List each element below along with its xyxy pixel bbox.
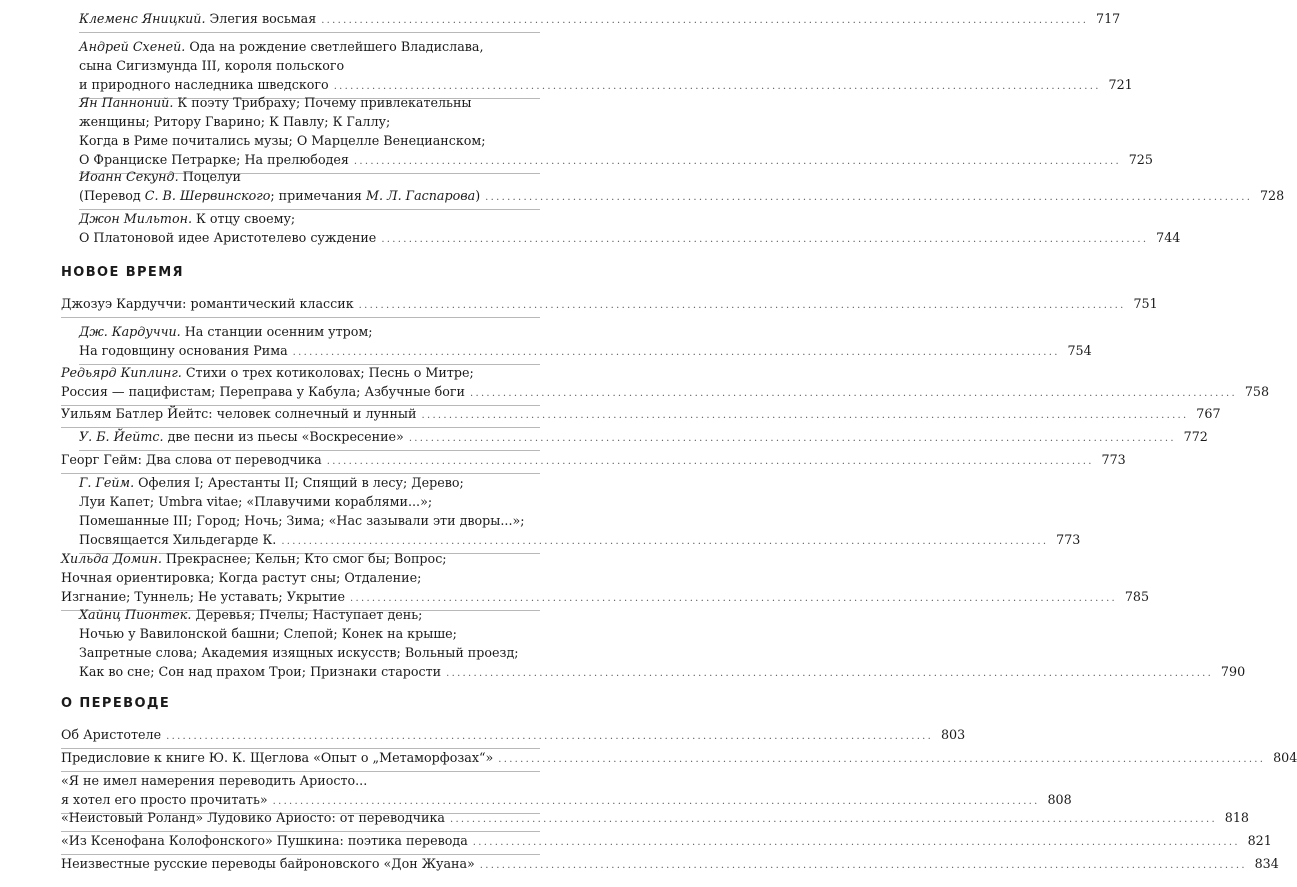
- toc-author: Хильда Домин.: [61, 551, 162, 566]
- toc-entry-line: [61, 363, 540, 382]
- toc-title: На станции осенним утром;: [180, 324, 373, 339]
- toc-entry-text: [61, 808, 445, 827]
- toc-entry[interactable]: [61, 404, 1221, 428]
- leader-dots: ............................................................................................................................................: [350, 593, 1118, 604]
- toc-entry-line: [61, 854, 1279, 873]
- toc-title: Стихи о трех котиколовах; Песнь о Митре;: [181, 365, 474, 380]
- toc-entry-line: [79, 322, 540, 341]
- toc-title: О Платоновой идее Аристотелево суждение: [79, 230, 377, 245]
- toc-entry-line: [79, 56, 540, 75]
- toc-entry-text: [79, 626, 457, 641]
- toc-title: Как во сне; Сон над прахом Трои; Признаки старости: [79, 664, 442, 679]
- toc-entry[interactable]: [79, 605, 1246, 685]
- toc-entry-line: [79, 209, 540, 228]
- toc-title: «Я не имел намерения переводить Ариосто...: [61, 773, 368, 788]
- section-heading-modern: НОВОЕ ВРЕМЯ: [61, 265, 184, 280]
- toc-entry-text: [79, 494, 432, 509]
- toc-entry-line: [79, 75, 1133, 94]
- toc-entry-text: [79, 228, 376, 247]
- toc-title: Помешанные III; Город; Ночь; Зима; «Нас зазывали эти дворы...»;: [79, 513, 525, 528]
- toc-title: я хотел его просто прочитать»: [61, 792, 268, 807]
- toc-author: Клеменс Яницкий.: [79, 11, 206, 26]
- page-number: 721: [1108, 77, 1133, 92]
- toc-entry[interactable]: [61, 831, 1272, 855]
- toc-title: Запретные слова; Академия изящных искусств; Вольный проезд;: [79, 645, 519, 660]
- toc-entry-text: [79, 114, 390, 129]
- toc-entry-line: [61, 725, 966, 744]
- toc-title: две песни из пьесы «Воскресение»: [163, 429, 404, 444]
- page-number: 808: [1047, 792, 1072, 807]
- toc-entry-line: [79, 511, 540, 530]
- toc-entry-line: [61, 790, 1072, 809]
- toc-title: «Из Ксенофана Колофонского» Пушкина: поэтика перевода: [61, 833, 468, 848]
- toc-title: Об Аристотеле: [61, 727, 162, 742]
- section-heading-translation: О ПЕРЕВОДЕ: [61, 696, 171, 711]
- toc-entry-text: [61, 365, 474, 380]
- toc-entry[interactable]: [61, 363, 1270, 406]
- toc-title: (Перевод: [79, 188, 145, 203]
- toc-entry-line: [61, 748, 1297, 767]
- toc-entry[interactable]: [79, 473, 1081, 554]
- toc-entry-text: [79, 133, 486, 148]
- toc-entry-text: [79, 427, 404, 446]
- toc-entry-text: [61, 294, 354, 313]
- toc-entry-line: [79, 186, 1285, 205]
- leader-dots: ............................................................................................................................................: [281, 536, 1049, 547]
- page-number: 772: [1183, 429, 1208, 444]
- toc-entry[interactable]: [79, 37, 1133, 99]
- toc-title: О Франциске Петрарке; На прелюбодея: [79, 152, 349, 167]
- toc-entry-text: [79, 475, 464, 490]
- toc-entry-line: [79, 228, 1181, 247]
- page-number: 751: [1133, 296, 1158, 311]
- toc-title: «Неистовый Роланд» Лудовико Ариосто: от переводчика: [61, 810, 445, 825]
- page-number: 804: [1273, 750, 1297, 765]
- leader-dots: ............................................................................................................................................: [485, 192, 1253, 203]
- toc-entry-text: [79, 324, 373, 339]
- toc-entry-line: [61, 404, 1221, 423]
- toc-entry-text: [61, 450, 322, 469]
- toc-entry-line: [79, 112, 540, 131]
- page-number: 767: [1196, 406, 1221, 421]
- toc-title: женщины; Ритору Гварино; К Павлу; К Галлу;: [79, 114, 391, 129]
- page-number: 754: [1067, 343, 1092, 358]
- toc-entry-text: [79, 645, 519, 660]
- toc-title: Ночью у Вавилонской башни; Слепой; Конек на крыше;: [79, 626, 457, 641]
- toc-title: Когда в Риме почитались музы; О Марцелле Венецианском;: [79, 133, 486, 148]
- toc-entry[interactable]: [61, 725, 966, 749]
- leader-dots: ............................................................................................................................................: [326, 456, 1094, 467]
- toc-entry-line: [79, 643, 540, 662]
- leader-dots: ............................................................................................................................................: [353, 156, 1121, 167]
- toc-entry[interactable]: [61, 808, 1249, 832]
- toc-title: Луи Капет; Umbra vitae; «Плавучими кораблями...»;: [79, 494, 433, 509]
- toc-entry-text: [79, 186, 480, 205]
- page-number: 773: [1056, 532, 1081, 547]
- leader-dots: ............................................................................................................................................: [272, 796, 1040, 807]
- toc-entry-text: [79, 169, 241, 184]
- leader-dots: ............................................................................................................................................: [449, 814, 1217, 825]
- toc-title: К поэту Трибраху; Почему привлекательны: [173, 95, 472, 110]
- toc-entry-text: [61, 773, 367, 788]
- toc-entry-text: [79, 95, 472, 110]
- toc-entry-line: [61, 382, 1270, 401]
- toc-entry-line: [79, 93, 540, 112]
- leader-dots: ............................................................................................................................................: [470, 388, 1238, 399]
- toc-entry-text: [61, 551, 447, 566]
- toc-entry-line: [61, 294, 1158, 313]
- toc-author: Хайнц Пионтек.: [79, 607, 192, 622]
- toc-entry[interactable]: [61, 748, 1297, 772]
- page-number: 803: [940, 727, 966, 742]
- toc-title: Офелия I; Арестанты II; Спящий в лесу; Дерево;: [134, 475, 464, 490]
- page-number: 834: [1254, 856, 1279, 871]
- toc-entry-line: [79, 131, 540, 150]
- toc-title: Ночная ориентировка; Когда растут сны; Отдаление;: [61, 570, 422, 585]
- toc-entry-line: [79, 341, 1092, 360]
- toc-entry-line: [79, 473, 540, 492]
- toc-entry[interactable]: [79, 322, 1092, 365]
- toc-entry[interactable]: [79, 209, 1181, 251]
- toc-entry-text: [79, 58, 344, 73]
- toc-author: Андрей Схеней.: [79, 39, 186, 54]
- page-number: 818: [1224, 810, 1249, 825]
- toc-entry-line: [61, 450, 1126, 469]
- toc-entry[interactable]: [79, 9, 1121, 33]
- leader-dots: ............................................................................................................................................: [479, 860, 1247, 871]
- leader-dots: ............................................................................................................................................: [408, 433, 1176, 444]
- page-number: 790: [1220, 664, 1246, 679]
- toc-title: Неизвестные русские переводы байроновского «Дон Жуана»: [61, 856, 475, 871]
- page-number: 717: [1096, 11, 1121, 26]
- leader-dots: ............................................................................................................................................: [166, 731, 934, 742]
- toc-entry-line: [79, 427, 1208, 446]
- leader-dots: ............................................................................................................................................: [381, 234, 1149, 245]
- toc-author: Г. Гейм.: [79, 475, 135, 490]
- toc-entry-text: [79, 9, 316, 28]
- toc-entry[interactable]: [79, 427, 1208, 451]
- toc-entry-line: [61, 831, 1272, 850]
- toc-entry-text: [79, 662, 441, 681]
- toc-title: Джозуэ Кардуччи: романтический классик: [61, 296, 354, 311]
- toc-author: Дж. Кардуччи.: [79, 324, 181, 339]
- leader-dots: ............................................................................................................................................: [421, 410, 1189, 421]
- toc-entry-text: [79, 607, 422, 622]
- toc-entry[interactable]: [79, 93, 1153, 174]
- toc-title: и природного наследника шведского: [79, 77, 329, 92]
- toc-entry-line: [61, 771, 540, 790]
- toc-entry-line: [79, 530, 1081, 549]
- toc-title: Прекраснее; Кельн; Кто смог бы; Вопрос;: [161, 551, 447, 566]
- toc-entry-line: [79, 492, 540, 511]
- toc-entry-text: [79, 530, 276, 549]
- toc-entry[interactable]: [61, 549, 1150, 611]
- toc-annotator: М. Л. Гаспарова: [365, 188, 476, 203]
- leader-dots: ............................................................................................................................................: [292, 347, 1060, 358]
- toc-entry-line: [61, 808, 1249, 827]
- toc-entry[interactable]: [61, 450, 1126, 474]
- toc-author: У. Б. Йейтс.: [79, 429, 164, 444]
- toc-entry-text: [61, 404, 416, 423]
- leader-dots: ............................................................................................................................................: [498, 754, 1266, 765]
- toc-entry[interactable]: [79, 167, 1285, 210]
- toc-entry-text: [61, 854, 475, 873]
- toc-entry-text: [79, 75, 329, 94]
- toc-author: Ян Панноний.: [79, 95, 174, 110]
- toc-entry-line: [79, 605, 540, 624]
- toc-title: Георг Гейм: Два слова от переводчика: [61, 452, 322, 467]
- leader-dots: ............................................................................................................................................: [472, 837, 1240, 848]
- toc-author: Редьярд Киплинг.: [61, 365, 182, 380]
- toc-entry[interactable]: [61, 294, 1158, 318]
- page-number: 821: [1247, 833, 1272, 848]
- page-number: 725: [1128, 152, 1153, 167]
- page-number: 773: [1101, 452, 1126, 467]
- toc-author: Джон Мильтон.: [79, 211, 192, 226]
- toc-title: К отцу своему;: [191, 211, 296, 226]
- toc-entry-line: [79, 37, 540, 56]
- toc-title: Ода на рождение светлейшего Владислава,: [185, 39, 484, 54]
- page-number: 758: [1244, 384, 1270, 399]
- toc-title-end: ): [475, 188, 481, 203]
- toc-entry[interactable]: [61, 854, 1279, 877]
- toc-entry-text: [61, 831, 468, 850]
- toc-title: На годовщину основания Рима: [79, 343, 288, 358]
- toc-entry-line: [79, 9, 1121, 28]
- toc-entry-text: [61, 570, 421, 585]
- toc-entry-line: [79, 167, 540, 186]
- toc-title: Россия — пацифистам; Переправа у Кабула; Азбучные боги: [61, 384, 465, 399]
- toc-entry-line: [61, 568, 540, 587]
- page-number: 744: [1156, 230, 1181, 245]
- toc-title: Посвящается Хильдегарде К.: [79, 532, 277, 547]
- toc-entry-text: [79, 513, 525, 528]
- toc-entry-text: [61, 725, 161, 744]
- toc-title: Поцелуи: [178, 169, 241, 184]
- leader-dots: ............................................................................................................................................: [446, 668, 1214, 679]
- toc-entry-text: [79, 341, 288, 360]
- toc-entry-text: [61, 748, 493, 767]
- toc-title-cont: ; примечания: [270, 188, 366, 203]
- toc-title: Изгнание; Туннель; Не уставать; Укрытие: [61, 589, 346, 604]
- toc-title: Предисловие к книге Ю. К. Щеглова «Опыт о „Метаморфозах“»: [61, 750, 494, 765]
- toc-translator: С. В. Шервинского: [144, 188, 271, 203]
- toc-entry-text: [79, 211, 295, 226]
- leader-dots: ............................................................................................................................................: [358, 300, 1126, 311]
- toc-entry-text: [61, 790, 268, 809]
- toc-author: Иоанн Секунд.: [79, 169, 179, 184]
- page-number: 728: [1259, 188, 1285, 203]
- page-number: 785: [1124, 589, 1150, 604]
- toc-entry-line: [79, 662, 1246, 681]
- toc-title: Уильям Батлер Йейтс: человек солнечный и лунный: [61, 406, 417, 421]
- toc-entry-text: [61, 382, 465, 401]
- toc-title: Деревья; Пчелы; Наступает день;: [191, 607, 423, 622]
- toc-entry-line: [79, 624, 540, 643]
- toc-entry-line: [61, 587, 1150, 606]
- leader-dots: ............................................................................................................................................: [333, 81, 1101, 92]
- leader-dots: ............................................................................................................................................: [321, 15, 1089, 26]
- toc-title: Элегия восьмая: [205, 11, 317, 26]
- toc-entry-line: [61, 549, 540, 568]
- toc-entry-text: [79, 39, 484, 54]
- toc-entry-text: [61, 587, 345, 606]
- toc-title: сына Сигизмунда III, короля польского: [79, 58, 345, 73]
